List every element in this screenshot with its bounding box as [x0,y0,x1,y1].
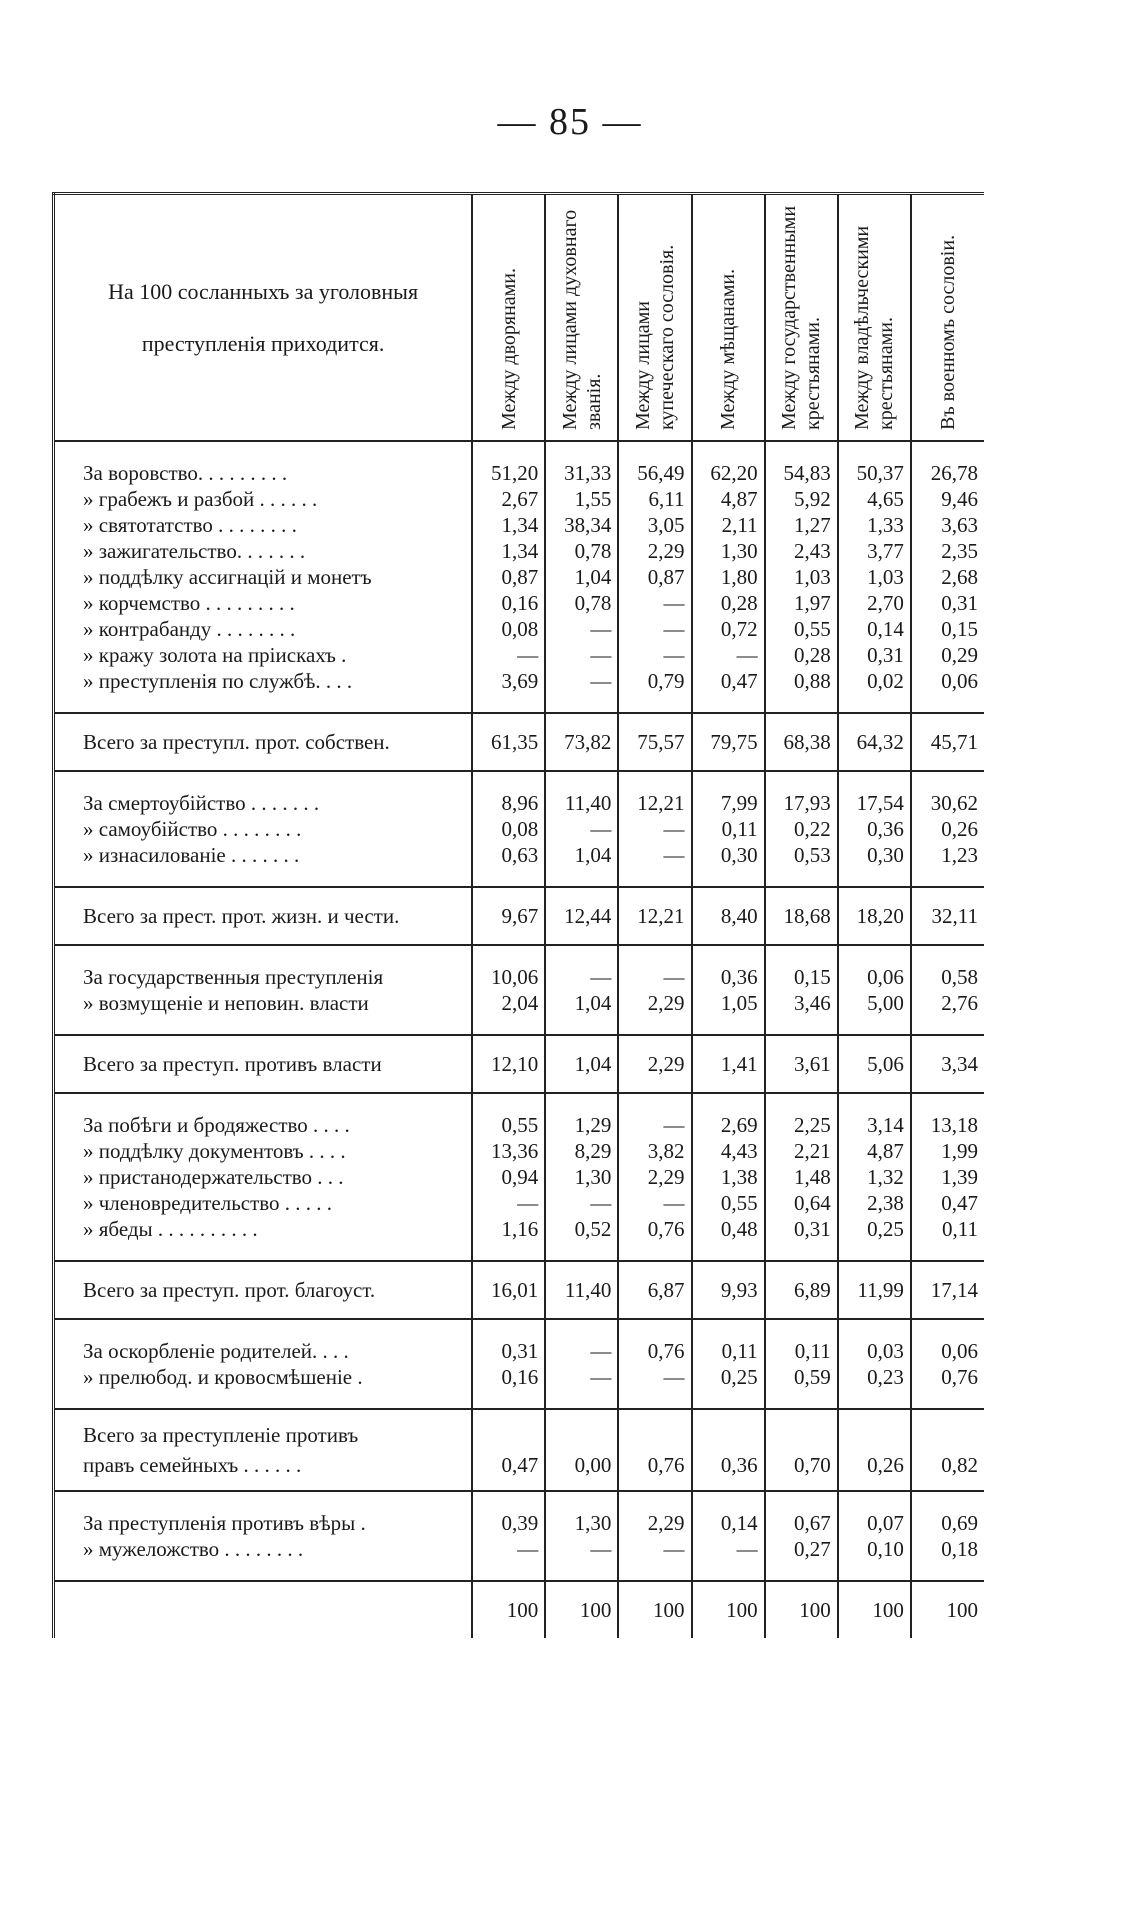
spacer-row [54,1491,985,1510]
value-cell: 1,32 [838,1164,911,1190]
value-cell: 0,30 [692,842,765,868]
value-cell: 3,77 [838,538,911,564]
value-cell: 0,29 [911,642,984,668]
value-cell: 1,04 [545,564,618,590]
value-cell: — [692,1536,765,1562]
value-cell: 100 [838,1581,911,1638]
value-cell: 50,37 [838,460,911,486]
value-cell: 9,46 [911,486,984,512]
value-cell: — [545,1190,618,1216]
value-cell: 9,67 [472,887,545,945]
value-cell [838,1409,911,1450]
value-cell: 0,55 [692,1190,765,1216]
col-header-military: Въ военномъ сословіи. [911,194,984,442]
value-cell: 0,76 [618,1338,691,1364]
row-label: За смертоубійство . . . . . . . [54,790,473,816]
value-cell: — [618,1364,691,1390]
value-cell: 0,31 [838,642,911,668]
header-label: На 100 сосланныхъ за уголовныя преступленія приходится. [54,194,473,442]
value-cell: 1,04 [545,990,618,1016]
row-label: » членовредительство . . . . . [54,1190,473,1216]
value-cell: 1,41 [692,1035,765,1093]
value-cell: 32,11 [911,887,984,945]
value-cell: 4,43 [692,1138,765,1164]
value-cell: — [618,590,691,616]
final-total-row [54,1581,985,1638]
value-cell: 100 [692,1581,765,1638]
value-cell: 0,30 [838,842,911,868]
value-cell: 0,11 [765,1338,838,1364]
value-cell: 0,28 [692,590,765,616]
value-cell: 2,68 [911,564,984,590]
value-cell: 2,35 [911,538,984,564]
value-cell: — [618,642,691,668]
table-row [54,842,985,868]
value-cell: 0,25 [692,1364,765,1390]
value-cell: 2,11 [692,512,765,538]
value-cell: — [545,668,618,694]
value-cell: 0,31 [472,1338,545,1364]
value-cell: 56,49 [618,460,691,486]
value-cell: — [692,642,765,668]
value-cell: 2,04 [472,990,545,1016]
value-cell: 0,11 [692,1338,765,1364]
value-cell: 2,29 [618,1035,691,1093]
row-label: » поддѣлку документовъ . . . . [54,1138,473,1164]
col-header-private-peasants: Между владѣльческими крестьянами. [838,194,911,442]
value-cell: 0,16 [472,590,545,616]
statistics-table-wrapper [52,192,984,1638]
value-cell: 100 [911,1581,984,1638]
row-label: » поддѣлку ассигнацій и монетъ [54,564,473,590]
value-cell: 0,52 [545,1216,618,1242]
value-cell: 11,40 [545,1261,618,1319]
value-cell: 2,29 [618,538,691,564]
value-cell: 0,26 [911,816,984,842]
row-label: » зажигательство. . . . . . . [54,538,473,564]
value-cell: 0,06 [911,1338,984,1364]
value-cell: 100 [618,1581,691,1638]
value-cell: 4,65 [838,486,911,512]
value-cell: 9,93 [692,1261,765,1319]
value-cell: — [618,616,691,642]
value-cell: 1,55 [545,486,618,512]
spacer-row [54,441,985,460]
table-row [54,486,985,512]
table-row [54,990,985,1016]
value-cell: 3,05 [618,512,691,538]
value-cell: 11,99 [838,1261,911,1319]
value-cell: 0,79 [618,668,691,694]
value-cell: 1,34 [472,538,545,564]
value-cell: 64,32 [838,713,911,771]
value-cell: — [472,642,545,668]
value-cell: 3,69 [472,668,545,694]
value-cell: 0,15 [911,616,984,642]
table-row [54,964,985,990]
row-label: » контрабанду . . . . . . . . [54,616,473,642]
value-cell: 11,40 [545,790,618,816]
value-cell: 1,27 [765,512,838,538]
value-cell: 0,58 [911,964,984,990]
value-cell: 2,25 [765,1112,838,1138]
value-cell [618,1409,691,1450]
value-cell: 1,03 [765,564,838,590]
value-cell: — [545,1338,618,1364]
row-label: » ябеды . . . . . . . . . . [54,1216,473,1242]
value-cell: 0,07 [838,1510,911,1536]
value-cell: 3,61 [765,1035,838,1093]
value-cell: 0,02 [838,668,911,694]
value-cell: 0,69 [911,1510,984,1536]
value-cell: 0,08 [472,616,545,642]
value-cell: 12,44 [545,887,618,945]
value-cell: 7,99 [692,790,765,816]
value-cell: 0,36 [838,816,911,842]
value-cell: 2,69 [692,1112,765,1138]
table-row [54,1338,985,1364]
row-label: За побѣги и бродяжество . . . . [54,1112,473,1138]
value-cell: 0,28 [765,642,838,668]
col-header-townsmen: Между мѣщанами. [692,194,765,442]
value-cell: 8,29 [545,1138,618,1164]
value-cell: 5,06 [838,1035,911,1093]
spacer-row [54,771,985,790]
value-cell: 2,67 [472,486,545,512]
value-cell: 0,76 [911,1364,984,1390]
value-cell: 2,29 [618,1164,691,1190]
value-cell: 1,23 [911,842,984,868]
spacer-row [54,1319,985,1338]
value-cell: 2,21 [765,1138,838,1164]
spacer-row [54,694,985,713]
value-cell: 6,11 [618,486,691,512]
table-row [54,538,985,564]
value-cell: 3,82 [618,1138,691,1164]
total-row [54,1450,985,1491]
table-row [54,460,985,486]
row-label: » изнасилованіе . . . . . . . [54,842,473,868]
value-cell: 2,38 [838,1190,911,1216]
value-cell: 1,48 [765,1164,838,1190]
value-cell: 0,27 [765,1536,838,1562]
total-label: Всего за прест. прот. жизн. и чести. [54,887,473,945]
value-cell: — [545,964,618,990]
value-cell: 1,16 [472,1216,545,1242]
table-row [54,512,985,538]
total-label-line2: правъ семейныхъ . . . . . . [54,1450,473,1491]
table-row [54,1190,985,1216]
value-cell: 0,06 [911,668,984,694]
value-cell: 68,38 [765,713,838,771]
value-cell [911,1409,984,1450]
value-cell: 0,39 [472,1510,545,1536]
value-cell: 0,03 [838,1338,911,1364]
value-cell: 79,75 [692,713,765,771]
value-cell: 12,10 [472,1035,545,1093]
value-cell: 1,80 [692,564,765,590]
total-label: Всего за преступ. прот. благоуст. [54,1261,473,1319]
value-cell: 16,01 [472,1261,545,1319]
value-cell: 100 [765,1581,838,1638]
value-cell: 0,11 [692,816,765,842]
value-cell: 0,15 [765,964,838,990]
value-cell: 2,29 [618,990,691,1016]
value-cell: 31,33 [545,460,618,486]
value-cell: 0,87 [618,564,691,590]
spacer-row [54,1016,985,1035]
value-cell: 0,08 [472,816,545,842]
value-cell: 13,36 [472,1138,545,1164]
value-cell: 0,23 [838,1364,911,1390]
value-cell: 10,06 [472,964,545,990]
value-cell: 1,97 [765,590,838,616]
table-body [54,441,985,1638]
value-cell: 0,53 [765,842,838,868]
value-cell: — [545,1364,618,1390]
value-cell: — [618,1536,691,1562]
value-cell: 2,70 [838,590,911,616]
value-cell: — [545,1536,618,1562]
value-cell: 73,82 [545,713,618,771]
value-cell: — [472,1536,545,1562]
value-cell: 8,96 [472,790,545,816]
value-cell: 0,22 [765,816,838,842]
value-cell: 1,04 [545,842,618,868]
value-cell: — [618,964,691,990]
value-cell: — [618,842,691,868]
spacer-row [54,1390,985,1409]
value-cell: 8,40 [692,887,765,945]
row-label: » корчемство . . . . . . . . . [54,590,473,616]
value-cell: 75,57 [618,713,691,771]
value-cell: 1,99 [911,1138,984,1164]
value-cell: 62,20 [692,460,765,486]
row-label: » грабежъ и разбой . . . . . . [54,486,473,512]
table-row [54,1510,985,1536]
table-row [54,1536,985,1562]
value-cell: 54,83 [765,460,838,486]
value-cell: 0,76 [618,1450,691,1491]
value-cell: 4,87 [692,486,765,512]
value-cell: 0,47 [911,1190,984,1216]
value-cell: — [545,616,618,642]
table-row [54,668,985,694]
value-cell: 0,14 [838,616,911,642]
table-row [54,790,985,816]
value-cell: — [472,1190,545,1216]
value-cell: 0,55 [472,1112,545,1138]
value-cell [545,1409,618,1450]
value-cell [765,1409,838,1450]
value-cell: 0,06 [838,964,911,990]
total-row [54,1409,985,1450]
col-header-state-peasants: Между государственными крестьянами. [765,194,838,442]
value-cell: 0,31 [765,1216,838,1242]
row-label: » святотатство . . . . . . . . [54,512,473,538]
value-cell: 0,55 [765,616,838,642]
value-cell: 0,25 [838,1216,911,1242]
value-cell: 18,68 [765,887,838,945]
value-cell: — [618,1112,691,1138]
table-row [54,1216,985,1242]
total-label: Всего за преступл. прот. собствен. [54,713,473,771]
final-label [54,1581,473,1638]
total-row [54,713,985,771]
row-label: За государственныя преступленія [54,964,473,990]
statistics-table [52,192,984,1638]
value-cell: 0,10 [838,1536,911,1562]
value-cell: 12,21 [618,887,691,945]
value-cell: 38,34 [545,512,618,538]
value-cell: 0,47 [692,668,765,694]
value-cell: 3,34 [911,1035,984,1093]
value-cell: — [618,816,691,842]
col-header-merchants: Между лицами купеческаго сословія. [618,194,691,442]
value-cell: 12,21 [618,790,691,816]
table-row [54,564,985,590]
value-cell: 61,35 [472,713,545,771]
value-cell: 0,64 [765,1190,838,1216]
value-cell: 18,20 [838,887,911,945]
header-row [54,194,985,442]
spacer-row [54,868,985,887]
value-cell: 1,30 [692,538,765,564]
value-cell: 4,87 [838,1138,911,1164]
value-cell [472,1409,545,1450]
spacer-row [54,1562,985,1581]
value-cell: 0,31 [911,590,984,616]
value-cell: 0,36 [692,1450,765,1491]
table-row [54,1364,985,1390]
value-cell: 100 [472,1581,545,1638]
value-cell: 5,00 [838,990,911,1016]
value-cell: 0,11 [911,1216,984,1242]
spacer-row [54,1242,985,1261]
value-cell: 1,33 [838,512,911,538]
value-cell: 0,82 [911,1450,984,1491]
spacer-row [54,1093,985,1112]
table-row [54,1112,985,1138]
value-cell: — [545,642,618,668]
value-cell: 0,88 [765,668,838,694]
value-cell: 0,48 [692,1216,765,1242]
value-cell [692,1409,765,1450]
value-cell: 51,20 [472,460,545,486]
col-header-clergy: Между лицами духовнаго званія. [545,194,618,442]
value-cell: 1,34 [472,512,545,538]
value-cell: 0,78 [545,538,618,564]
row-label: » возмущеніе и неповин. власти [54,990,473,1016]
value-cell: — [545,816,618,842]
value-cell: 17,54 [838,790,911,816]
value-cell: 1,38 [692,1164,765,1190]
value-cell: 2,29 [618,1510,691,1536]
row-label: За преступленія противъ вѣры . [54,1510,473,1536]
value-cell: 17,93 [765,790,838,816]
row-label: » кражу золота на пріискахъ . [54,642,473,668]
value-cell: 30,62 [911,790,984,816]
row-label: » пристанодержательство . . . [54,1164,473,1190]
col-header-nobility: Между дворянами. [472,194,545,442]
value-cell: 1,30 [545,1164,618,1190]
value-cell: 17,14 [911,1261,984,1319]
value-cell: 5,92 [765,486,838,512]
value-cell: 0,18 [911,1536,984,1562]
value-cell: 1,04 [545,1035,618,1093]
value-cell: 2,76 [911,990,984,1016]
row-label: » мужеложство . . . . . . . . [54,1536,473,1562]
table-row [54,1138,985,1164]
row-label: » прелюбод. и кровосмѣшеніе . [54,1364,473,1390]
value-cell: 3,46 [765,990,838,1016]
value-cell: 0,14 [692,1510,765,1536]
value-cell: 100 [545,1581,618,1638]
value-cell: 13,18 [911,1112,984,1138]
value-cell: 1,29 [545,1112,618,1138]
value-cell: 6,87 [618,1261,691,1319]
table-row [54,816,985,842]
value-cell: 1,03 [838,564,911,590]
table-row [54,590,985,616]
total-label: Всего за преступ. противъ власти [54,1035,473,1093]
value-cell: 0,59 [765,1364,838,1390]
value-cell: 1,05 [692,990,765,1016]
page-number: — 85 — [497,101,643,143]
table-row [54,616,985,642]
value-cell: 0,67 [765,1510,838,1536]
value-cell: 0,47 [472,1450,545,1491]
value-cell: 0,16 [472,1364,545,1390]
value-cell: 1,30 [545,1510,618,1536]
row-label: » преступленія по службѣ. . . . [54,668,473,694]
total-row [54,1035,985,1093]
value-cell: 3,14 [838,1112,911,1138]
value-cell: 3,63 [911,512,984,538]
table-row [54,642,985,668]
total-row [54,887,985,945]
spacer-row [54,945,985,964]
value-cell: 0,26 [838,1450,911,1491]
row-label: » самоубійство . . . . . . . . [54,816,473,842]
value-cell: — [618,1190,691,1216]
value-cell: 0,87 [472,564,545,590]
value-cell: 0,63 [472,842,545,868]
value-cell: 0,72 [692,616,765,642]
row-label: За оскорбленіе родителей. . . . [54,1338,473,1364]
value-cell: 0,70 [765,1450,838,1491]
total-label-line1: Всего за преступленіе противъ [54,1409,473,1450]
value-cell: 0,78 [545,590,618,616]
value-cell: 0,94 [472,1164,545,1190]
row-label: За воровство. . . . . . . . . [54,460,473,486]
table-row [54,1164,985,1190]
value-cell: 1,39 [911,1164,984,1190]
value-cell: 2,43 [765,538,838,564]
value-cell: 0,76 [618,1216,691,1242]
total-row [54,1261,985,1319]
value-cell: 26,78 [911,460,984,486]
value-cell: 0,36 [692,964,765,990]
value-cell: 6,89 [765,1261,838,1319]
value-cell: 0,00 [545,1450,618,1491]
value-cell: 45,71 [911,713,984,771]
